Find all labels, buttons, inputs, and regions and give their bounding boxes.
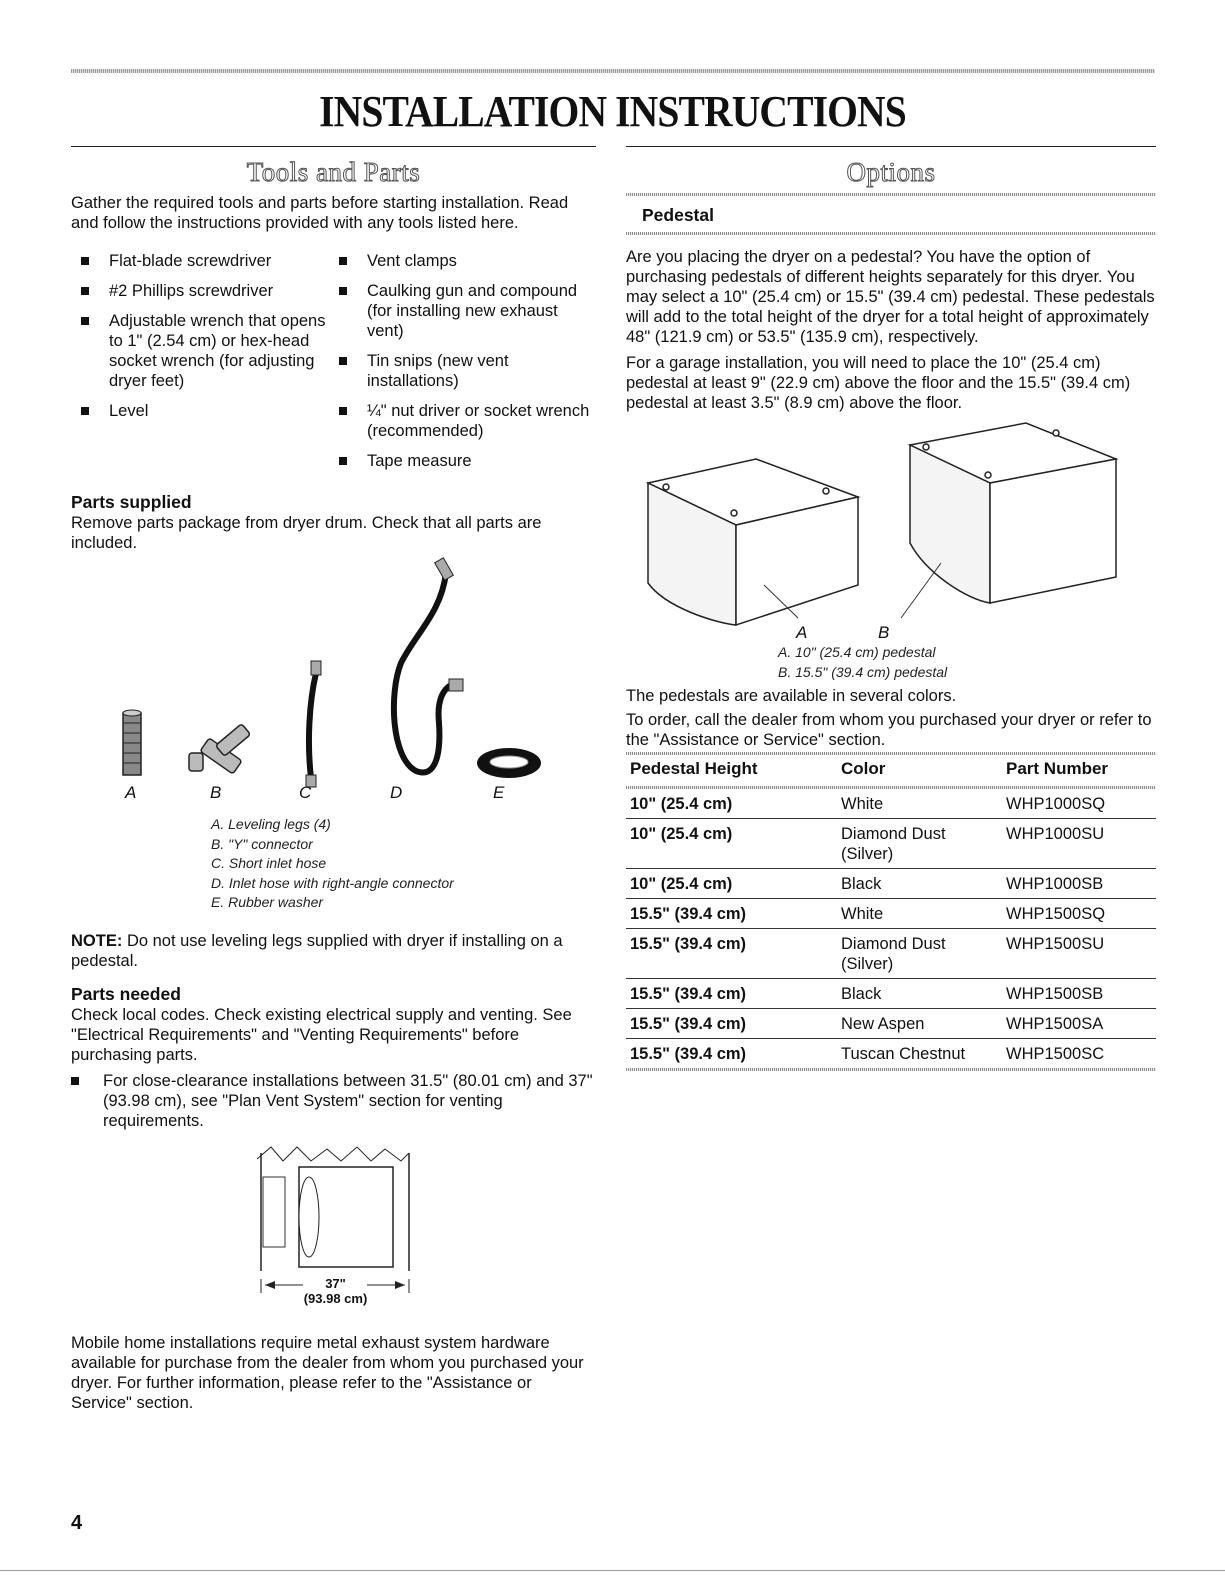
clearance-dimension: 37" [325, 1276, 346, 1291]
top-dotted-rule [71, 69, 1155, 73]
tool-item: #2 Phillips screwdriver [81, 281, 331, 301]
pedestal-10in-illustration [648, 459, 858, 625]
figure-letter-e: E [493, 783, 505, 802]
table-header-row [626, 755, 1156, 785]
caption: C. Short inlet hose [211, 855, 327, 871]
tool-item: Caulking gun and compound (for installing new exhaust vent) [339, 281, 599, 341]
pedestals-illustration [626, 413, 1156, 643]
caption: A. 10" (25.4 cm) pedestal [778, 644, 936, 660]
part-number-cell: WHP1500SQ [1002, 899, 1156, 929]
table-row [626, 869, 1156, 899]
pedestal-heading: Pedestal [642, 205, 714, 225]
inlet-hose-illustration [394, 558, 463, 773]
table-row [626, 1039, 1156, 1069]
tool-item: Flat-blade screwdriver [81, 251, 331, 271]
color-cell: Diamond Dust (Silver) [837, 819, 1002, 869]
color-cell: Diamond Dust (Silver) [837, 929, 1002, 979]
height-cell: 15.5" (39.4 cm) [626, 1009, 837, 1039]
tools-and-parts-column [71, 146, 596, 1413]
clearance-figure [71, 1131, 596, 1311]
parts-needed-bullet: For close-clearance installations between 31.5" (80.01 cm) and 37" (93.98 cm), see "Plan Vent System" section for venting requirements. [71, 1071, 596, 1131]
section-rule [71, 146, 596, 147]
order-text: To order, call the dealer from whom you purchased your dryer or refer to the "Assistance or Service" section. [626, 711, 1152, 749]
garage-text: For a garage installation, you will need to place the 10" (25.4 cm) pedestal at least 9" (22.9 cm) above the floor and the 15.5" (39.4 cm) pedestal at least 3.5" (8.9 cm) above the floor. [626, 354, 1131, 412]
parts-needed-heading: Parts needed [71, 984, 181, 1004]
note-text: Do not use leveling legs supplied with dryer if installing on a pedestal. [71, 932, 563, 970]
figure-letter-c: C [299, 783, 312, 802]
tool-item: Tin snips (new vent installations) [339, 351, 599, 391]
height-cell: 15.5" (39.4 cm) [626, 979, 837, 1009]
note [71, 931, 596, 971]
dotted-rule [626, 1068, 1156, 1071]
height-cell: 15.5" (39.4 cm) [630, 1045, 747, 1063]
part-number-cell: WHP1000SU [1002, 819, 1156, 869]
part-number-cell: WHP1000SQ [1002, 789, 1156, 819]
pedestal-table [626, 755, 1156, 1068]
section-rule [626, 146, 1156, 147]
pedestal-letter-a: A [796, 623, 808, 642]
part-number-cell: WHP1500SC [1006, 1045, 1105, 1063]
part-number-cell: WHP1500SU [1002, 929, 1156, 979]
figure-letter-d: D [390, 783, 403, 802]
pedestal-captions [778, 643, 947, 682]
table-row [626, 899, 1156, 929]
tool-item: Vent clamps [339, 251, 599, 271]
parts-captions [211, 815, 454, 913]
tool-item: Level [81, 401, 331, 421]
options-column [626, 146, 1156, 1071]
rubber-washer-illustration [477, 748, 541, 778]
pedestal-figure [626, 413, 1156, 678]
parts-supplied-text: Remove parts package from dryer drum. Check that all parts are included. [71, 514, 542, 552]
leveling-leg-illustration [123, 710, 141, 775]
tool-item: Adjustable wrench that opens to 1" (2.54 cm) or hex-head socket wrench (for adjusting dryer feet) [81, 311, 331, 391]
colors-text: The pedestals are available in several colors. [626, 687, 957, 705]
height-cell: 15.5" (39.4 cm) [626, 929, 837, 979]
options-heading: Options [846, 157, 936, 187]
table-row [626, 819, 1156, 869]
color-cell: New Aspen [837, 1009, 1002, 1039]
table-row [626, 1009, 1156, 1039]
mobile-home-text: Mobile home installations require metal exhaust system hardware available for purchase from the dealer from whom you purchased your dryer. For further information, please refer to the "Assistance or Service" section. [71, 1334, 584, 1412]
parts-illustration [71, 553, 596, 813]
caption: B. 15.5" (39.4 cm) pedestal [778, 663, 948, 680]
parts-needed-text: Check local codes. Check existing electrical supply and venting. See "Electrical Requirements" and "Venting Requirements" before purchasing parts. [71, 1006, 572, 1064]
pedestal-15in-illustration [910, 423, 1116, 603]
short-inlet-hose-illustration [306, 661, 321, 787]
caption: E. Rubber washer [211, 894, 324, 910]
part-number-cell: WHP1500SA [1002, 1009, 1156, 1039]
height-cell: 10" (25.4 cm) [626, 789, 837, 819]
table-row [626, 979, 1156, 1009]
caption: D. Inlet hose with right-angle connector [211, 874, 454, 891]
y-connector-illustration [189, 724, 251, 774]
caption: A. Leveling legs (4) [211, 816, 331, 832]
parts-supplied-heading: Parts supplied [71, 492, 192, 512]
pedestal-letter-b: B [878, 623, 890, 642]
tools-list [71, 251, 596, 491]
table-row [626, 929, 1156, 979]
color-cell: Black [837, 869, 1002, 899]
color-cell: Tuscan Chestnut [841, 1045, 966, 1063]
tool-item: Tape measure [339, 451, 599, 471]
tools-intro: Gather the required tools and parts before starting installation. Read and follow the instructions provided with any tools listed here. [71, 194, 569, 232]
column-header: Color [841, 759, 886, 778]
color-cell: White [837, 789, 1002, 819]
table-row [626, 789, 1156, 819]
dotted-rule [626, 232, 1156, 235]
page-title: INSTALLATION INSTRUCTIONS [319, 87, 906, 136]
color-cell: Black [837, 979, 1002, 1009]
height-cell: 10" (25.4 cm) [626, 819, 837, 869]
figure-letter-a: A [125, 783, 137, 802]
height-cell: 15.5" (39.4 cm) [626, 899, 837, 929]
parts-supplied-figure [71, 553, 596, 913]
column-header: Part Number [1006, 759, 1109, 778]
caption: B. "Y" connector [211, 835, 313, 852]
page-number: 4 [71, 1512, 83, 1534]
column-header: Pedestal Height [630, 759, 758, 778]
height-cell: 10" (25.4 cm) [626, 869, 837, 899]
tool-item: ¼" nut driver or socket wrench (recommended) [339, 401, 599, 441]
tools-parts-heading: Tools and Parts [246, 157, 421, 187]
note-label: NOTE: [71, 932, 123, 950]
figure-letter-b: B [210, 783, 222, 802]
pedestal-text: Are you placing the dryer on a pedestal? You have the option of purchasing pedestals of different heights separately for this dryer. You may select a 10" (25.4 cm) or 15.5" (39.4 cm) pedestal. These pedestals will add to the total height of the dryer for a total height of approximately 48" (121.9 cm) or 53.5" (135.9 cm), respectively. [626, 248, 1155, 346]
clearance-dimension-metric: (93.98 cm) [303, 1291, 368, 1306]
color-cell: White [837, 899, 1002, 929]
part-number-cell: WHP1500SB [1002, 979, 1156, 1009]
bottom-rule [0, 1570, 1225, 1571]
part-number-cell: WHP1000SB [1002, 869, 1156, 899]
